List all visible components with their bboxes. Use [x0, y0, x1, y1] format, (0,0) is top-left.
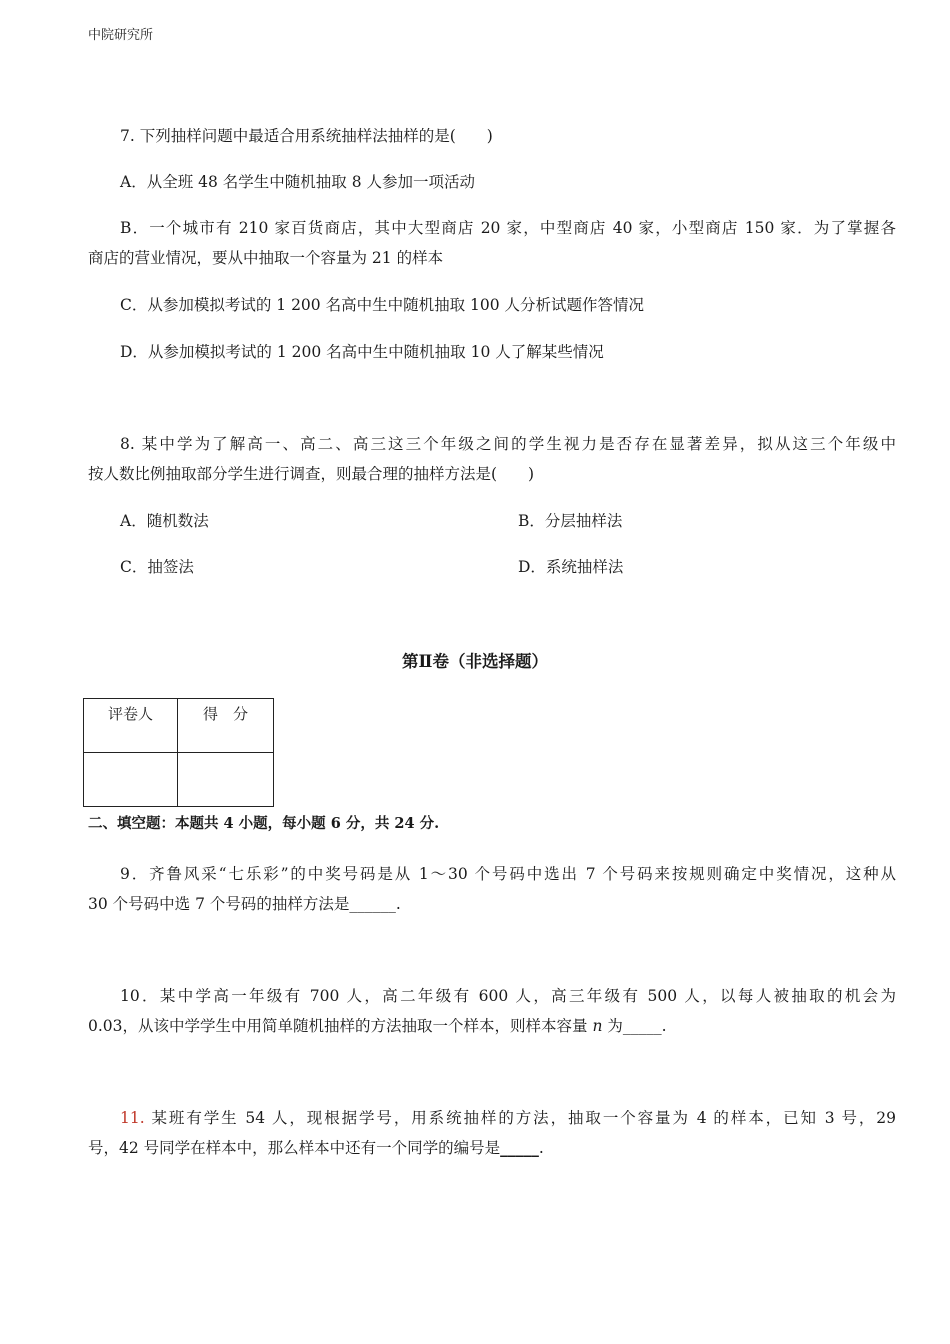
q10-variable-n: n — [592, 1017, 603, 1035]
q8-stem-line1: 8. 某中学为了解高一、高二、高三这三个年级之间的学生视力是否存在显著差异，拟从这三个年级中 — [120, 435, 896, 453]
q7-option-d: D．从参加模拟考试的 1 200 名高中生中随机抽取 10 人了解某些情况 — [120, 343, 604, 361]
grader-col1-cell — [84, 753, 178, 807]
q8-option-b: B．分层抽样法 — [518, 512, 623, 530]
q7-option-a: A．从全班 48 名学生中随机抽取 8 人参加一项活动 — [120, 173, 475, 191]
q11-line1-text: 某班有学生 54 人，现根据学号，用系统抽样的方法，抽取一个容量为 4 的样本，已知 3 号，29 — [144, 1109, 896, 1127]
q11-line1 — [88, 1103, 896, 1133]
grader-col2-cell — [178, 753, 274, 807]
section2-heading: 二、填空题：本题共 4 小题，每小题 6 分，共 24 分. — [88, 815, 440, 832]
q10-line2-post: 为_____. — [602, 1017, 667, 1035]
q8-stem-line2: 按人数比例抽取部分学生进行调查，则最合理的抽样方法是( ) — [88, 465, 535, 483]
q7-option-b-line1: B．一个城市有 210 家百货商店，其中大型商店 20 家，中型商店 40 家，小型商店 150 家．为了掌握各 — [120, 219, 896, 237]
part2-title: 第Ⅱ卷（非选择题） — [402, 652, 548, 671]
q11-line2-pre: 号，42 号同学在样本中，那么样本中还有一个同学的编号是 — [88, 1139, 501, 1157]
q10-line2-pre: 0.03，从该中学学生中用简单随机抽样的方法抽取一个样本，则样本容量 — [88, 1017, 593, 1035]
q11-line2 — [88, 1133, 864, 1163]
q8-options-row2 — [88, 552, 896, 582]
q10-line2 — [88, 1011, 864, 1041]
q11-blank: _____ — [500, 1138, 539, 1157]
q10-line1: 10．某中学高一年级有 700 人，高二年级有 600 人，高三年级有 500 人，以每人被抽取的机会为 — [120, 987, 896, 1005]
q8-option-d: D．系统抽样法 — [518, 558, 624, 576]
q9-line1: 9．齐鲁风采“七乐彩”的中奖号码是从 1～30 个号码中选出 7 个号码来按规则确定中奖情况，这种从 — [120, 865, 896, 883]
q11-number: 11. — [120, 1109, 145, 1127]
q7-option-c: C．从参加模拟考试的 1 200 名高中生中随机抽取 100 人分析试题作答情况 — [120, 296, 645, 314]
q11-line2-post: . — [538, 1139, 544, 1157]
q9-line2: 30 个号码中选 7 个号码的抽样方法是______. — [88, 895, 401, 913]
q7-option-b-line2: 商店的营业情况，要从中抽取一个容量为 21 的样本 — [88, 249, 444, 267]
q8-option-c: C．抽签法 — [120, 558, 194, 576]
header-org: 中院研究所 — [88, 28, 154, 43]
grader-col2-header: 得 分 — [178, 699, 274, 753]
grader-table — [83, 698, 274, 807]
grader-col1-header: 评卷人 — [84, 699, 178, 753]
q7-stem: 7. 下列抽样问题中最适合用系统抽样法抽样的是( ) — [120, 127, 493, 145]
q8-option-a: A．随机数法 — [120, 512, 209, 530]
q8-options-row1 — [88, 506, 896, 536]
